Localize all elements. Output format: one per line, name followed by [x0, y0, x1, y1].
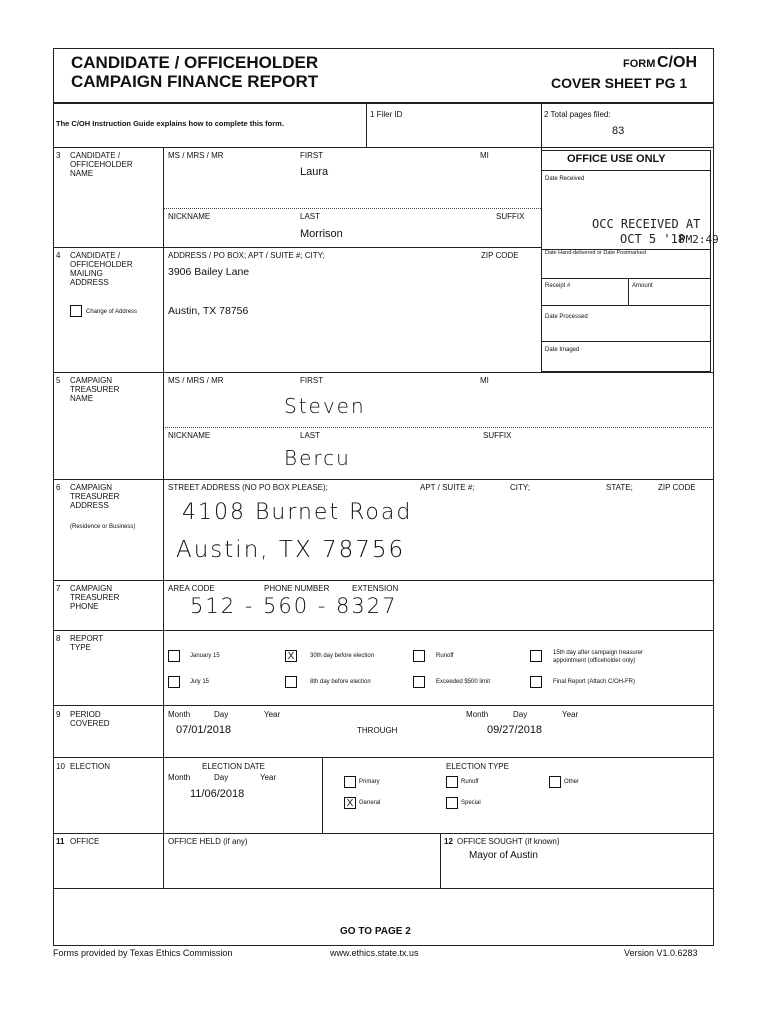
- candidate-mi-label: MI: [480, 151, 489, 160]
- candidate-last-label: LAST: [300, 212, 321, 221]
- election-day-label: Day: [214, 773, 229, 782]
- treasurer-city-label: CITY;: [510, 483, 530, 492]
- date-imaged-label: Date Imaged: [545, 347, 580, 353]
- section-3-label: NAME: [70, 169, 94, 178]
- section-7-label: PHONE: [70, 602, 99, 611]
- office-use-box: [541, 150, 711, 372]
- treasurer-zip-label: ZIP CODE: [658, 483, 696, 492]
- period-from-date[interactable]: 07/01/2018: [176, 724, 232, 736]
- date-received-label: Date Received: [545, 176, 585, 182]
- election-type-checkbox-general[interactable]: X: [344, 797, 356, 809]
- date-hand-delivered-label: Date Hand-delivered or Date Postmarked: [545, 250, 646, 256]
- section-11-number: 11: [56, 837, 65, 846]
- treasurer-city-state-zip[interactable]: Austin, TX 78756: [176, 537, 406, 563]
- report-type-checkbox-exceeded-limit[interactable]: [413, 676, 425, 688]
- section-8-label: TYPE: [70, 643, 91, 652]
- section-4-label: OFFICEHOLDER: [70, 260, 133, 269]
- section-11-label: OFFICE: [70, 837, 100, 846]
- section-4-label: CANDIDATE /: [70, 251, 121, 260]
- section-3-label: OFFICEHOLDER: [70, 160, 133, 169]
- election-type-checkbox-other[interactable]: [549, 776, 561, 788]
- section-5-label: NAME: [70, 394, 94, 403]
- report-type-label: January 15: [190, 653, 220, 659]
- treasurer-phone-value[interactable]: 512 - 560 - 8327: [190, 594, 398, 618]
- office-sought-label: OFFICE SOUGHT (if known): [457, 837, 560, 846]
- receipt-label: Receipt #: [545, 283, 571, 289]
- area-code-label: AREA CODE: [168, 584, 215, 593]
- section-10-number: 10: [56, 762, 65, 771]
- treasurer-street-address[interactable]: 4108 Burnet Road: [182, 500, 413, 525]
- amount-label: Amount: [632, 283, 653, 289]
- section-5-label: TREASURER: [70, 385, 120, 394]
- candidate-suffix-label: SUFFIX: [496, 212, 525, 221]
- report-type-label: Final Report (Attach C/OH-FR): [553, 679, 636, 685]
- cover-sheet-label: COVER SHEET PG 1: [551, 75, 688, 91]
- office-sought-value[interactable]: Mayor of Austin: [469, 850, 538, 861]
- section-4-number: 4: [56, 251, 61, 260]
- treasurer-last-name[interactable]: Bercu: [284, 446, 351, 470]
- date-processed-label: Date Processed: [545, 314, 588, 320]
- treasurer-first-label: FIRST: [300, 376, 324, 385]
- report-type-checkbox-july-15[interactable]: [168, 676, 180, 688]
- election-type-runoff-label: Runoff: [461, 779, 479, 785]
- election-type-checkbox-runoff[interactable]: [446, 776, 458, 788]
- candidate-title-label: MS / MRS / MR: [168, 151, 224, 160]
- treasurer-street-label: STREET ADDRESS (NO PO BOX PLEASE);: [168, 483, 328, 492]
- total-pages-label: 2 Total pages filed:: [544, 110, 611, 119]
- received-stamp-time: PM2:49: [679, 233, 719, 246]
- period-year-label: Year: [562, 710, 579, 719]
- report-type-label: Exceeded $500 limit: [436, 679, 491, 685]
- report-type-checkbox-15th-day[interactable]: [530, 650, 542, 662]
- election-type-special-label: Special: [461, 800, 481, 806]
- footer-version: Version V1.0.6283: [624, 948, 698, 958]
- section-7-label: CAMPAIGN: [70, 584, 113, 593]
- mailing-address-line1[interactable]: 3906 Bailey Lane: [168, 266, 250, 278]
- report-type-checkbox-8th-day[interactable]: [285, 676, 297, 688]
- section-5-label: CAMPAIGN: [70, 376, 113, 385]
- form-title-line1: CANDIDATE / OFFICEHOLDER: [71, 53, 319, 72]
- report-type-label: appointment (officeholder only): [553, 658, 636, 664]
- residence-or-business-label: (Residence or Business): [70, 524, 136, 530]
- section-8-label: REPORT: [70, 634, 104, 643]
- period-through-label: THROUGH: [357, 726, 398, 735]
- treasurer-apt-label: APT / SUITE #;: [420, 483, 475, 492]
- period-to-date[interactable]: 09/27/2018: [487, 724, 543, 736]
- instruction-text: The C/OH Instruction Guide explains how to complete this form.: [56, 119, 284, 128]
- report-type-label: 8th day before election: [310, 679, 371, 685]
- report-type-label: Runoff: [436, 653, 454, 659]
- election-type-checkbox-special[interactable]: [446, 797, 458, 809]
- footer-provided-by: Forms provided by Texas Ethics Commission: [53, 948, 233, 958]
- section-10-label: ELECTION: [70, 762, 111, 771]
- mailing-address-line2[interactable]: Austin, TX 78756: [168, 305, 249, 317]
- section-6-number: 6: [56, 483, 61, 492]
- section-12-number: 12: [444, 837, 453, 846]
- change-of-address-checkbox[interactable]: [70, 305, 82, 317]
- report-type-label: 15th day after campaign treasurer: [553, 650, 644, 656]
- report-type-checkbox-runoff[interactable]: [413, 650, 425, 662]
- treasurer-nickname-label: NICKNAME: [168, 431, 211, 440]
- report-type-checkbox-30th-day[interactable]: X: [285, 650, 297, 662]
- treasurer-state-label: STATE;: [606, 483, 633, 492]
- election-type-checkbox-primary[interactable]: [344, 776, 356, 788]
- section-4-label: ADDRESS: [70, 278, 109, 287]
- extension-label: EXTENSION: [352, 584, 399, 593]
- treasurer-suffix-label: SUFFIX: [483, 431, 512, 440]
- report-type-checkbox-final-report[interactable]: [530, 676, 542, 688]
- candidate-first-name[interactable]: Laura: [300, 166, 329, 178]
- total-pages-value[interactable]: 83: [612, 125, 625, 137]
- period-day-label: Day: [214, 710, 229, 719]
- section-4-label: MAILING: [70, 269, 103, 278]
- section-5-number: 5: [56, 376, 61, 385]
- election-year-label: Year: [260, 773, 277, 782]
- period-year-label: Year: [264, 710, 281, 719]
- election-type-label: ELECTION TYPE: [446, 762, 509, 771]
- treasurer-mi-label: MI: [480, 376, 489, 385]
- election-date-label: ELECTION DATE: [202, 762, 265, 771]
- office-use-title: OFFICE USE ONLY: [567, 153, 666, 165]
- phone-number-label: PHONE NUMBER: [264, 584, 330, 593]
- section-6-label: TREASURER: [70, 492, 120, 501]
- candidate-first-label: FIRST: [300, 151, 324, 160]
- filer-id-label: 1 Filer ID: [370, 110, 403, 119]
- election-date-value[interactable]: 11/06/2018: [190, 788, 245, 800]
- report-type-checkbox-january-15[interactable]: [168, 650, 180, 662]
- section-6-label: CAMPAIGN: [70, 483, 113, 492]
- received-stamp-line2: OCT 5 '18: [620, 232, 686, 246]
- election-type-primary-label: Primary: [359, 779, 380, 785]
- section-9-number: 9: [56, 710, 61, 719]
- candidate-nickname-label: NICKNAME: [168, 212, 211, 221]
- section-3-label: CANDIDATE /: [70, 151, 121, 160]
- section-7-label: TREASURER: [70, 593, 120, 602]
- office-held-label: OFFICE HELD (if any): [168, 837, 248, 846]
- change-of-address-label: Change of Address: [86, 309, 138, 315]
- section-8-number: 8: [56, 634, 61, 643]
- period-day-label: Day: [513, 710, 528, 719]
- treasurer-title-label: MS / MRS / MR: [168, 376, 224, 385]
- go-to-page-2: GO TO PAGE 2: [340, 926, 411, 937]
- section-6-label: ADDRESS: [70, 501, 109, 510]
- received-stamp-line1: OCC RECEIVED AT: [592, 217, 701, 231]
- form-title-line2: CAMPAIGN FINANCE REPORT: [71, 72, 319, 91]
- report-type-label: 30th day before election: [310, 653, 375, 659]
- period-month-label: Month: [168, 710, 191, 719]
- section-3-number: 3: [56, 151, 61, 160]
- report-type-label: July 15: [190, 679, 210, 685]
- treasurer-last-label: LAST: [300, 431, 321, 440]
- footer-website: www.ethics.state.tx.us: [330, 948, 419, 958]
- election-type-general-label: General: [359, 800, 381, 806]
- election-month-label: Month: [168, 773, 191, 782]
- period-month-label: Month: [466, 710, 489, 719]
- form-code: C/OH: [657, 54, 697, 71]
- treasurer-first-name[interactable]: Steven: [284, 394, 366, 418]
- section-9-label: COVERED: [70, 719, 110, 728]
- section-9-label: PERIOD: [70, 710, 101, 719]
- election-type-other-label: Other: [564, 779, 580, 785]
- mailing-address-label: ADDRESS / PO BOX; APT / SUITE #; CITY;: [168, 251, 325, 260]
- section-7-number: 7: [56, 584, 61, 593]
- form-prefix: FORM: [623, 58, 656, 70]
- candidate-last-name[interactable]: Morrison: [300, 228, 343, 240]
- mailing-zip-label: ZIP CODE: [481, 251, 519, 260]
